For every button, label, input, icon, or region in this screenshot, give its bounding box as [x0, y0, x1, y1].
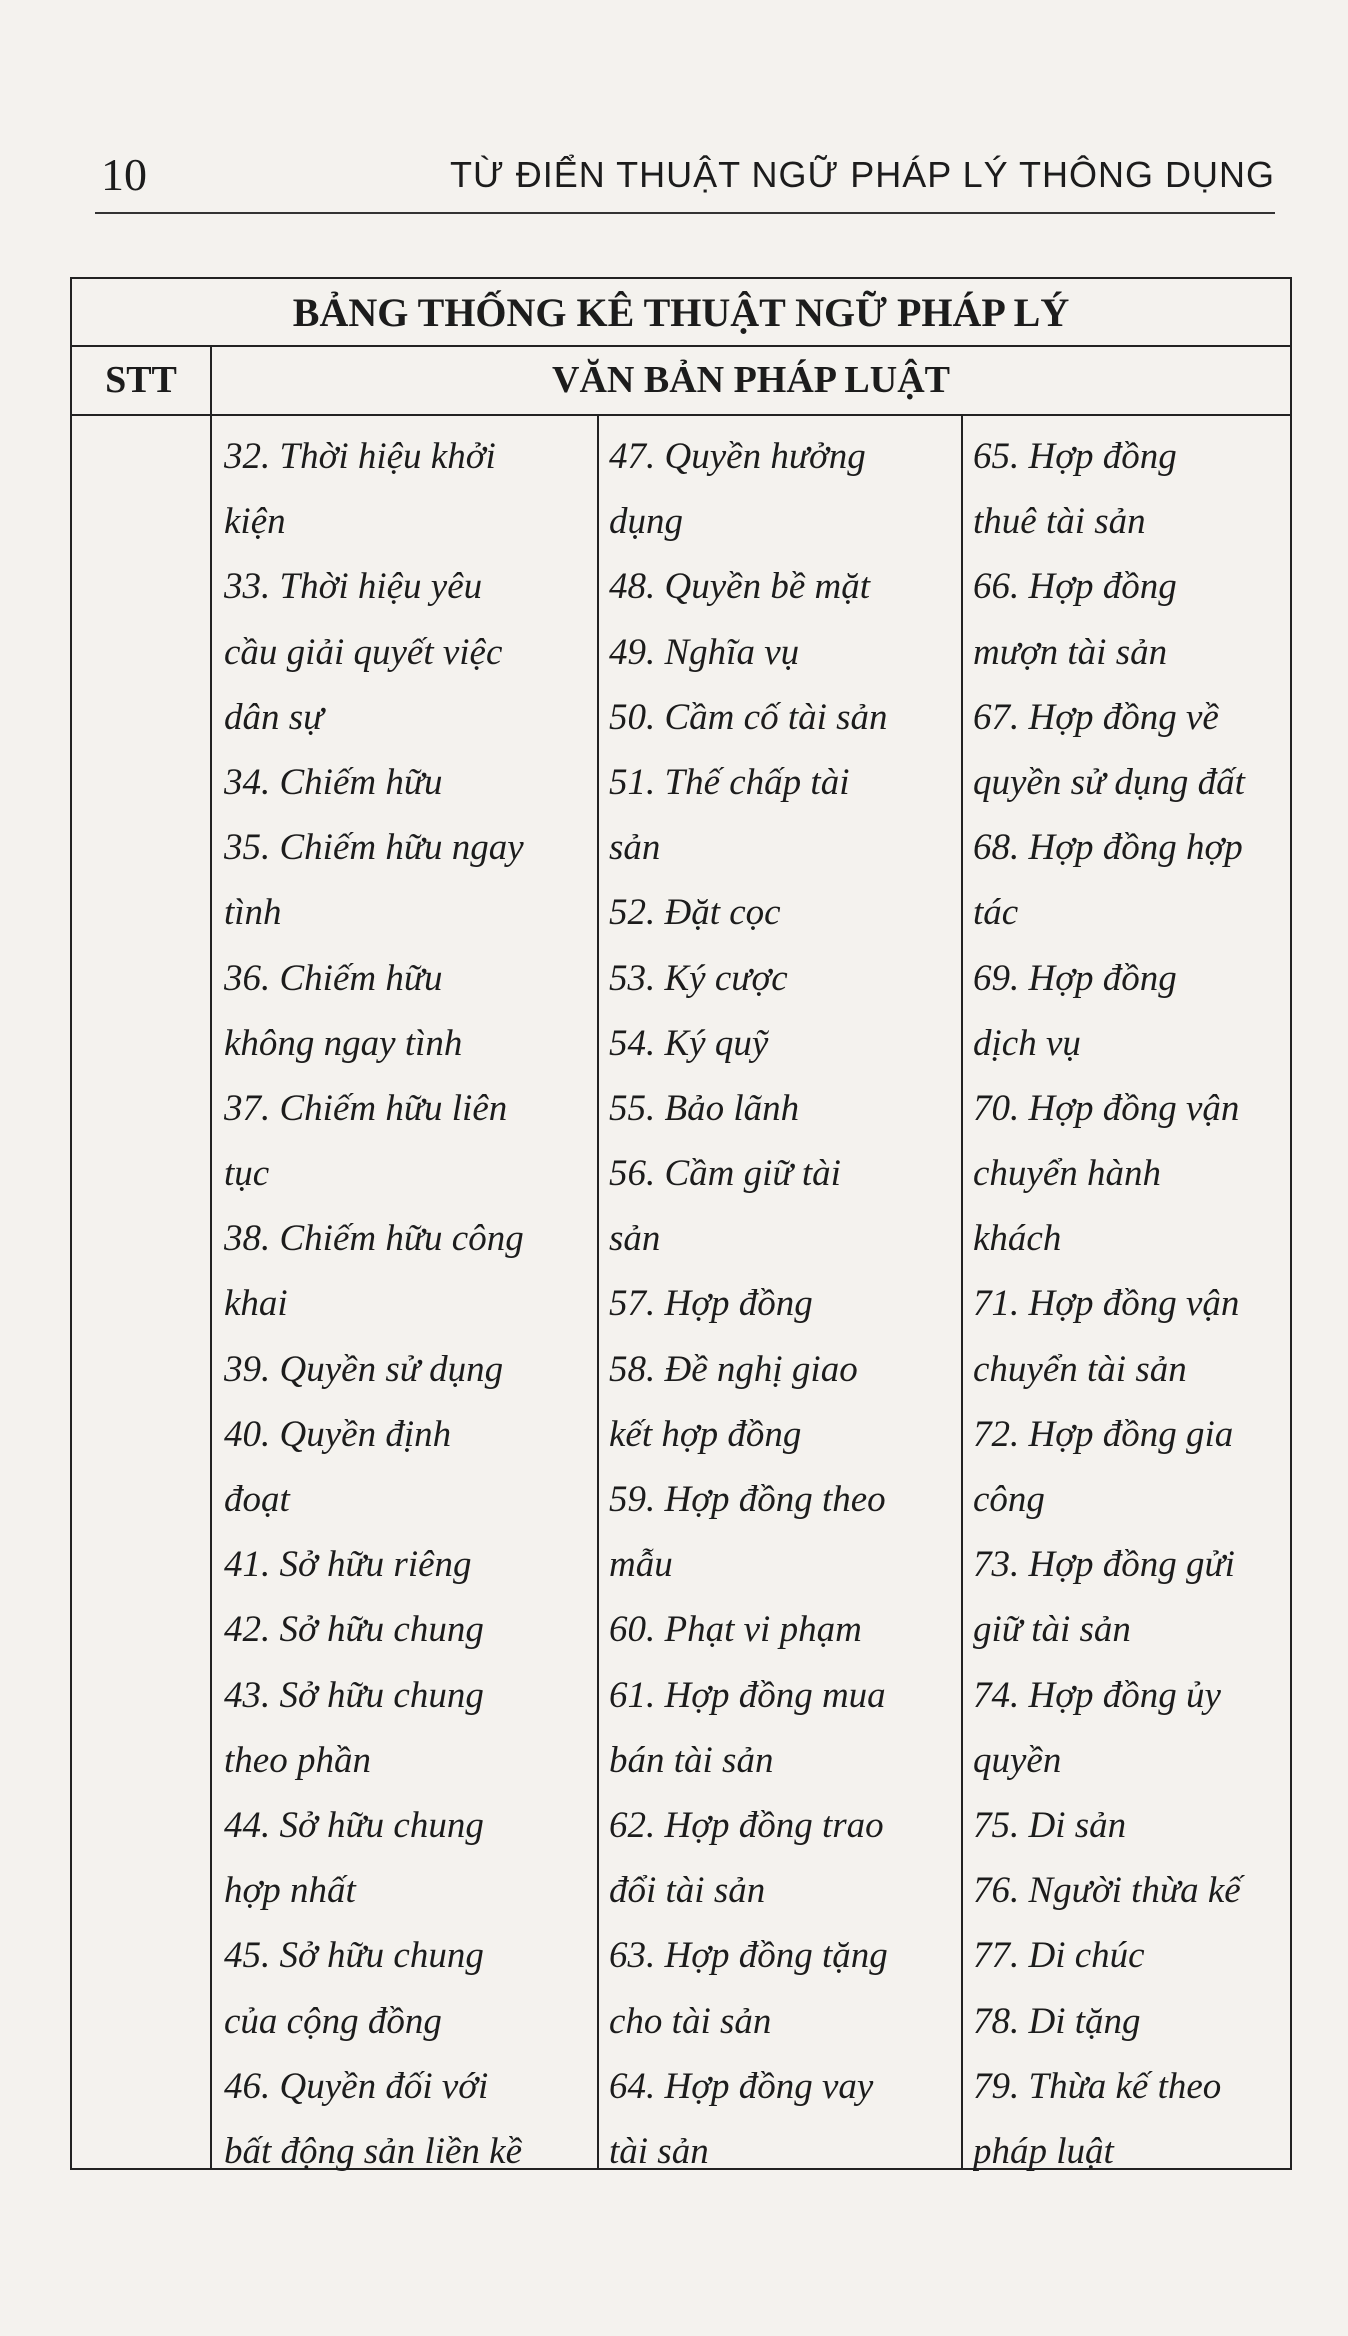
term-line: 52. Đặt cọc — [609, 892, 781, 934]
terms-table — [70, 277, 1292, 2170]
term-line: 51. Thế chấp tài — [609, 761, 850, 803]
table-title: BẢNG THỐNG KÊ THUẬT NGỮ PHÁP LÝ — [72, 279, 1290, 347]
term-line: 34. Chiếm hữu — [224, 761, 443, 803]
term-line: 32. Thời hiệu khởi — [224, 436, 496, 477]
term-line: 63. Hợp đồng tặng — [609, 1935, 888, 1977]
term-line: tình — [224, 892, 282, 934]
term-line: 66. Hợp đồng — [973, 566, 1177, 608]
term-line: 55. Bảo lãnh — [609, 1087, 800, 1129]
term-line: bất động sản liền kề — [224, 2130, 523, 2172]
term-line: của cộng đồng — [224, 2000, 442, 2042]
term-line: 57. Hợp đồng — [609, 1283, 813, 1325]
terms-column-2 — [599, 416, 963, 2172]
term-line: dân sự — [224, 696, 324, 738]
term-line: 33. Thời hiệu yêu — [224, 566, 483, 608]
term-line: 76. Người thừa kế — [973, 1870, 1241, 1912]
term-line: khai — [224, 1283, 288, 1325]
term-line: quyền — [973, 1739, 1062, 1781]
term-line: 70. Hợp đồng vận — [973, 1087, 1240, 1129]
term-line: 35. Chiếm hữu ngay — [224, 827, 524, 869]
term-line: 38. Chiếm hữu công — [224, 1218, 524, 1260]
term-line: chuyển hành — [973, 1153, 1162, 1195]
term-line: tài sản — [609, 2130, 709, 2172]
term-line: bán tài sản — [609, 1739, 774, 1781]
term-line: 73. Hợp đồng gửi — [973, 1544, 1235, 1586]
term-line: công — [973, 1479, 1045, 1520]
term-line: 59. Hợp đồng theo — [609, 1479, 886, 1520]
term-line: 39. Quyền sử dụng — [224, 1348, 504, 1390]
term-line: sản — [609, 1218, 661, 1260]
term-line: thuê tài sản — [973, 501, 1146, 543]
term-line: 43. Sở hữu chung — [224, 1674, 484, 1716]
term-line: đoạt — [224, 1479, 290, 1520]
term-line: đổi tài sản — [609, 1870, 766, 1912]
term-line: pháp luật — [973, 2130, 1114, 2172]
term-line: 50. Cầm cố tài sản — [609, 696, 888, 738]
term-line: 79. Thừa kế theo — [973, 2065, 1222, 2107]
stt-cell — [72, 416, 212, 2168]
term-line: tác — [973, 892, 1019, 934]
term-line: 69. Hợp đồng — [973, 957, 1177, 999]
term-line: 78. Di tặng — [973, 2000, 1141, 2042]
header-rule — [95, 212, 1275, 214]
term-line: dịch vụ — [973, 1022, 1081, 1064]
term-line: cho tài sản — [609, 2000, 772, 2042]
table-header-row — [72, 347, 1290, 416]
column-header-documents: VĂN BẢN PHÁP LUẬT — [552, 359, 950, 401]
term-line: 46. Quyền đối với — [224, 2065, 489, 2107]
term-line: 58. Đề nghị giao — [609, 1348, 858, 1390]
term-line: 67. Hợp đồng về — [973, 696, 1219, 738]
term-line: 36. Chiếm hữu — [224, 957, 443, 999]
term-line: quyền sử dụng đất — [973, 761, 1245, 803]
term-line: kiện — [224, 501, 286, 543]
page-header — [95, 148, 1275, 218]
term-line: 65. Hợp đồng — [973, 436, 1177, 477]
column-header-stt: STT — [72, 347, 212, 414]
running-title: TỪ ĐIỂN THUẬT NGỮ PHÁP LÝ THÔNG DỤNG — [450, 154, 1275, 195]
term-line: sản — [609, 827, 661, 869]
term-line: không ngay tình — [224, 1022, 463, 1064]
term-line: dụng — [609, 501, 683, 543]
page-number: 10 — [101, 149, 147, 200]
term-line: 61. Hợp đồng mua — [609, 1674, 886, 1716]
term-line: giữ tài sản — [973, 1609, 1131, 1651]
term-line: 53. Ký cược — [609, 957, 788, 999]
term-line: 72. Hợp đồng gia — [973, 1413, 1234, 1455]
term-line: mượn tài sản — [973, 631, 1168, 673]
term-line: 48. Quyền bề mặt — [609, 566, 870, 608]
term-line: chuyển tài sản — [973, 1348, 1187, 1390]
term-line: hợp nhất — [224, 1870, 356, 1912]
term-line: 60. Phạt vi phạm — [609, 1609, 862, 1651]
term-line: 64. Hợp đồng vay — [609, 2065, 874, 2107]
term-line: 54. Ký quỹ — [609, 1022, 769, 1064]
term-line: 71. Hợp đồng vận — [973, 1283, 1240, 1325]
term-line: 41. Sở hữu riêng — [224, 1544, 472, 1586]
term-line: tục — [224, 1153, 270, 1195]
table-body-row — [72, 416, 1290, 2172]
term-line: 40. Quyền định — [224, 1413, 452, 1455]
term-line: 42. Sở hữu chung — [224, 1609, 484, 1651]
term-line: theo phần — [224, 1739, 371, 1781]
term-line: 44. Sở hữu chung — [224, 1804, 484, 1846]
term-line: kết hợp đồng — [609, 1413, 802, 1455]
term-line: 56. Cầm giữ tài — [609, 1153, 841, 1195]
term-line: 45. Sở hữu chung — [224, 1935, 484, 1977]
term-line: 62. Hợp đồng trao — [609, 1804, 884, 1846]
term-line: cầu giải quyết việc — [224, 631, 503, 673]
term-line: khách — [973, 1218, 1062, 1260]
term-line: 68. Hợp đồng hợp — [973, 827, 1243, 869]
term-line: 47. Quyền hưởng — [609, 436, 866, 477]
term-line: mẫu — [609, 1544, 673, 1586]
term-line: 75. Di sản — [973, 1804, 1127, 1846]
term-line: 74. Hợp đồng ủy — [973, 1674, 1221, 1716]
term-line: 77. Di chúc — [973, 1935, 1145, 1977]
terms-column-1 — [212, 416, 599, 2172]
term-line: 37. Chiếm hữu liên — [224, 1087, 508, 1129]
terms-column-3 — [963, 416, 1290, 2172]
term-line: 49. Nghĩa vụ — [609, 631, 800, 673]
